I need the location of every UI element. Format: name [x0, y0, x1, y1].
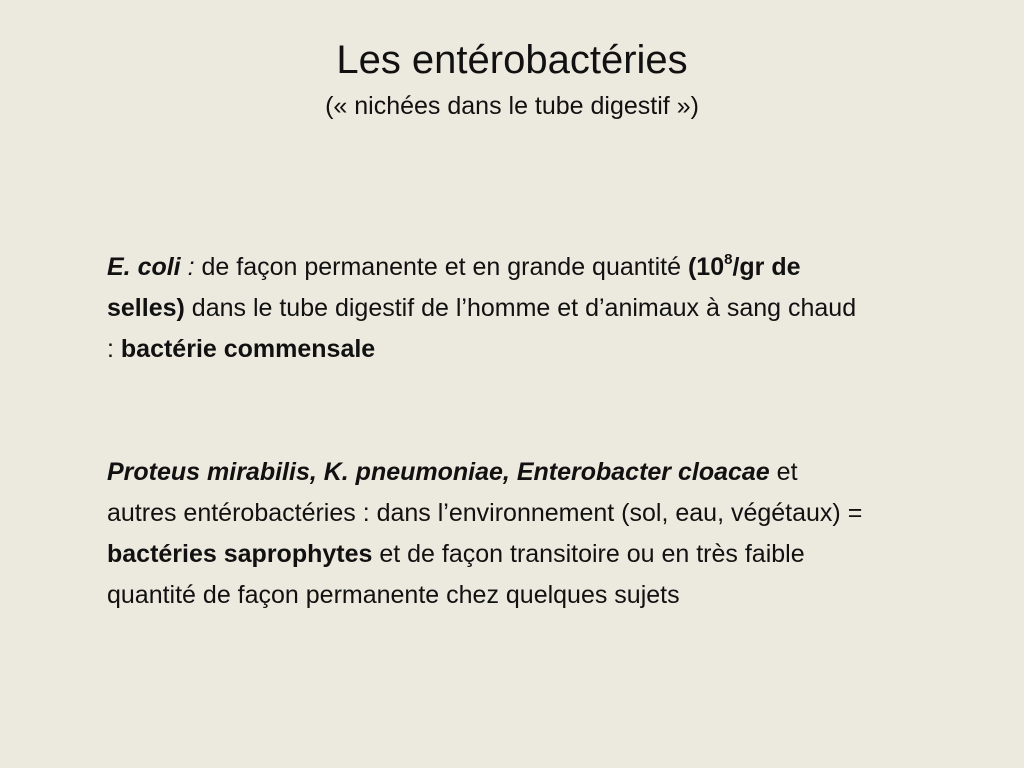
- quantity-open: (10: [687, 253, 725, 281]
- organism-separator: :: [180, 253, 195, 281]
- slide-subtitle: (« nichées dans le tube digestif »): [325, 92, 699, 120]
- saprophytic-bacteria-label: bactéries saprophytes: [107, 540, 373, 568]
- paragraph-e-coli: [107, 247, 867, 370]
- organism-list: Proteus mirabilis, K. pneumoniae, Enterobacter cloacae: [107, 458, 770, 486]
- commensal-bacteria-label: bactérie commensale: [120, 335, 376, 363]
- transient-carriage-text: et de façon transitoire ou en très faible quantité de façon permanente chez quelques sujets: [107, 540, 805, 609]
- organism-e-coli: E. coli: [107, 253, 181, 281]
- paragraph-saprophytes: [107, 452, 867, 616]
- slide-title: Les entérobactéries: [336, 38, 688, 82]
- e-coli-description: de façon permanente et en grande quantité: [194, 253, 688, 281]
- environment-description: et autres entérobactéries : dans l’environnement (sol, eau, végétaux) =: [107, 458, 863, 527]
- quantity-exponent: 8: [724, 250, 733, 268]
- quantity-close: /gr de selles): [107, 253, 801, 322]
- e-coli-location-text: dans le tube digestif de l’homme et d’animaux à sang chaud :: [107, 294, 857, 363]
